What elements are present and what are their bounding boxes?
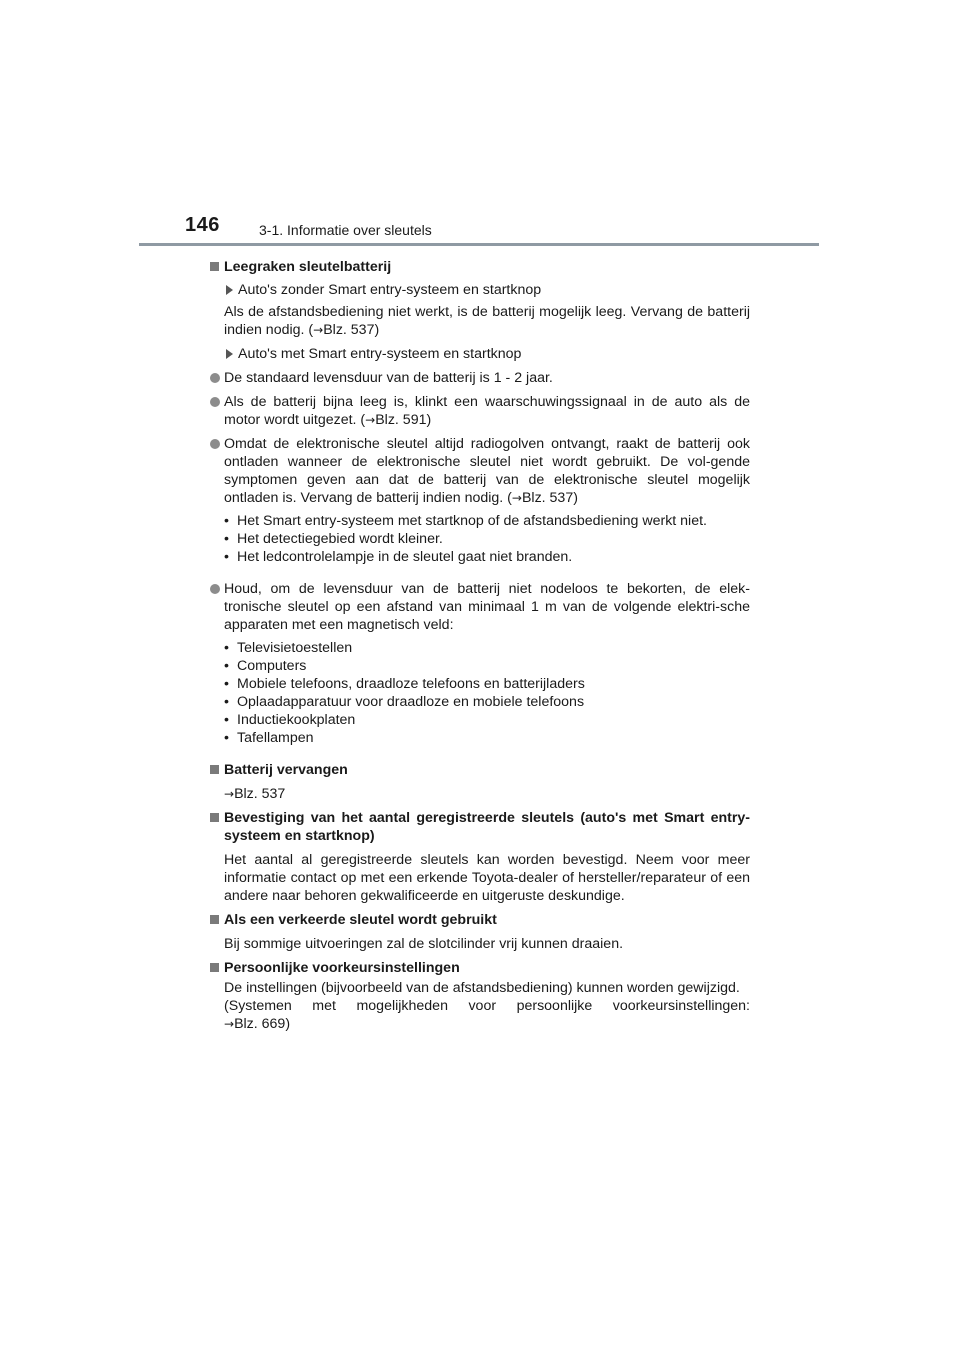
round-bullet-icon bbox=[210, 397, 220, 407]
heading-registered-keys: Bevestiging van het aantal geregistreerde sleutels (auto's met Smart entry-systeem en startknop) bbox=[210, 809, 750, 845]
square-bullet-icon bbox=[210, 262, 219, 271]
bullet-warning-signal: Als de batterij bijna leeg is, klinkt een waarschuwingssignaal in de auto als de motor wordt uitgezet. (→Blz. 591) bbox=[210, 393, 750, 429]
ref-arrow-icon: → bbox=[365, 413, 376, 427]
square-bullet-icon bbox=[210, 915, 219, 924]
page-reference: Blz. 537 bbox=[234, 786, 286, 803]
paragraph-registered-keys: Het aantal al geregistreerde sleutels kan worden bevestigd. Neem voor meer informatie contact op met een erkende Toyota-dealer of hersteller/reparateur of een andere naar behoren gekwalificeerde en uitgeruste deskundige. bbox=[224, 852, 750, 905]
square-bullet-icon bbox=[210, 765, 219, 774]
paragraph-personal-settings: De instellingen (bijvoorbeeld van de afstandsbediening) kunnen worden gewijzigd. (Systemen met mogelijkheden voor persoonlijke voorkeursinstellingen: →Blz. 669) bbox=[224, 980, 750, 1033]
subheading-with-smart-entry: Auto's met Smart entry-systeem en startknop bbox=[224, 345, 750, 363]
header-divider bbox=[139, 243, 819, 246]
paragraph-wrong-key: Bij sommige uitvoeringen zal de slotcilinder vrij kunnen draaien. bbox=[224, 936, 624, 953]
ref-arrow-icon: → bbox=[511, 491, 522, 505]
page-reference: Blz. 591) bbox=[375, 412, 432, 428]
heading-wrong-key: Als een verkeerde sleutel wordt gebruikt bbox=[210, 911, 750, 929]
list-item: • Het Smart entry-systeem met startknop of de afstandsbediening werkt niet. bbox=[224, 512, 750, 530]
ref-arrow-icon: → bbox=[224, 1017, 235, 1032]
round-bullet-icon bbox=[210, 439, 220, 449]
section-title: 3-1. Informatie over sleutels bbox=[259, 222, 432, 238]
page-reference: Blz. 669) bbox=[234, 1016, 291, 1033]
triangle-arrow-icon bbox=[226, 285, 233, 295]
page-header bbox=[0, 0, 960, 250]
list-item: • Oplaadapparatuur voor draadloze en mobiele telefoons bbox=[224, 693, 750, 711]
triangle-arrow-icon bbox=[226, 349, 233, 359]
paragraph-remote-battery: Als de afstandsbediening niet werkt, is de batterij mogelijk leeg. Vervang de batterij indien nodig. (→Blz. 537) bbox=[224, 304, 750, 338]
ref-arrow-icon: → bbox=[224, 787, 235, 802]
paragraph-battery-replace bbox=[224, 785, 750, 803]
heading-personal-settings: Persoonlijke voorkeursinstellingen bbox=[210, 959, 750, 977]
list-item: • Tafellampen bbox=[224, 729, 750, 747]
list-item: • Het detectiegebied wordt kleiner. bbox=[224, 530, 750, 548]
page-reference: Blz. 537) bbox=[323, 322, 380, 338]
symptom-list bbox=[224, 512, 750, 566]
bullet-battery-life: De standaard levensduur van de batterij is 1 - 2 jaar. bbox=[210, 369, 750, 387]
square-bullet-icon bbox=[210, 813, 219, 822]
page-number: 146 bbox=[185, 214, 220, 236]
heading-battery-replace: Batterij vervangen bbox=[210, 761, 750, 779]
list-item: • Het ledcontrolelampje in de sleutel gaat niet branden. bbox=[224, 548, 750, 566]
round-bullet-icon bbox=[210, 584, 220, 594]
page-reference: Blz. 537) bbox=[521, 490, 578, 506]
list-item: • Televisietoestellen bbox=[224, 639, 750, 657]
page-content bbox=[210, 255, 750, 1033]
square-bullet-icon bbox=[210, 963, 219, 972]
heading-leegraken: Leegraken sleutelbatterij bbox=[210, 258, 750, 276]
list-item: • Mobiele telefoons, draadloze telefoons en batterijladers bbox=[224, 675, 750, 693]
bullet-magnetic-fields: Houd, om de levensduur van de batterij niet nodeloos te bekorten, de elek-tronische sleutel op een afstand van minimaal 1 m van de volgende elektri-sche apparaten met een magnetisch veld: bbox=[210, 580, 750, 634]
list-item: • Computers bbox=[224, 657, 750, 675]
round-bullet-icon bbox=[210, 373, 220, 383]
bullet-radio-waves: Omdat de elektronische sleutel altijd radiogolven ontvangt, raakt de batterij ook ontladen wanneer de elektronische sleutel niet wordt gebruikt. De vol-gende symptomen geven aan dat de batterij van de elektronische sleutel mogelijk ontladen is. Vervang de batterij indien nodig. (→Blz. 537) bbox=[210, 435, 750, 507]
appliance-list bbox=[224, 639, 750, 747]
list-item: • Inductiekookplaten bbox=[224, 711, 750, 729]
ref-arrow-icon: → bbox=[313, 323, 324, 337]
subheading-without-smart-entry: Auto's zonder Smart entry-systeem en startknop bbox=[224, 281, 750, 299]
